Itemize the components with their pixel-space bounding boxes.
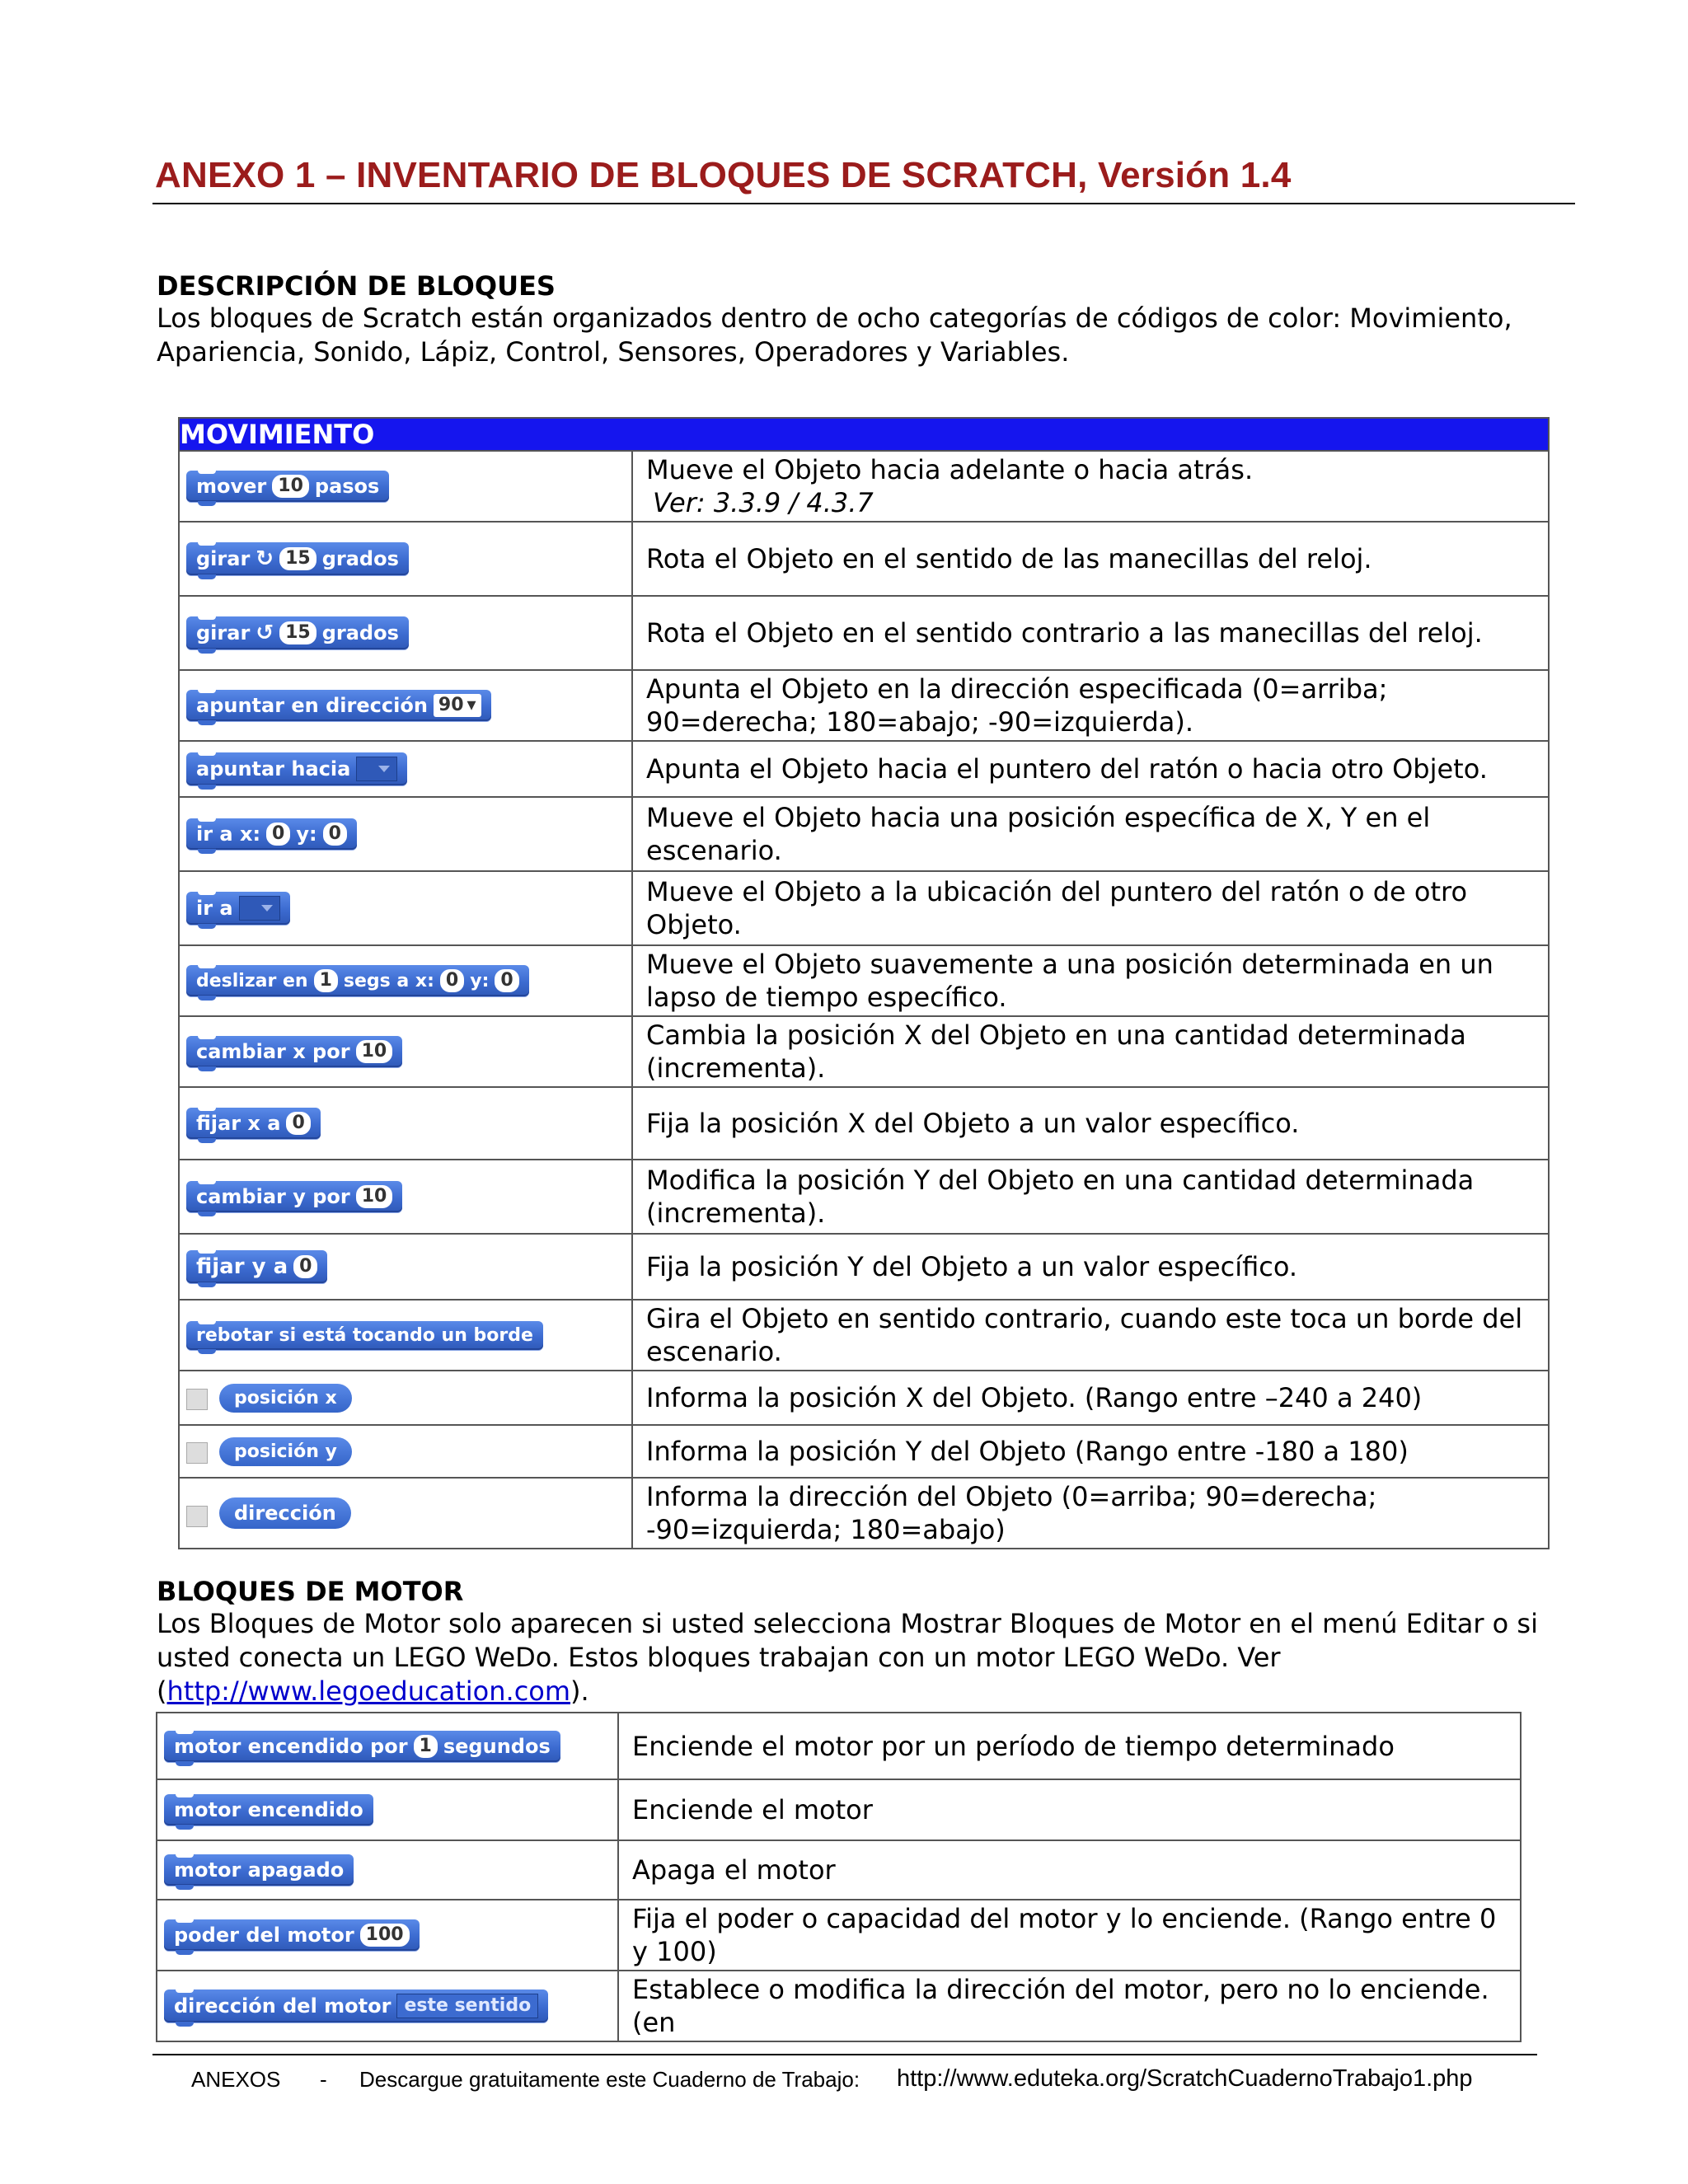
block-description: Enciende el motor — [618, 1779, 1521, 1840]
reference-text: Ver: 3.3.9 / 4.3.7 — [653, 487, 874, 518]
table-row — [157, 1971, 1521, 2041]
block-description: Informa la posición X del Objeto. (Rango entre –240 a 240) — [632, 1371, 1549, 1425]
movimiento-table — [178, 417, 1550, 1549]
block-description: Mueve el Objeto hacia adelante o hacia atrás. — [646, 454, 1254, 485]
motor-text: Los Bloques de Motor solo aparecen si usted selecciona Mostrar Bloques de Motor en el menú Editar o si usted conecta un LEGO WeDo. Estos bloques trabajan con un motor LEGO WeDo. Ver (http://www.legoeducation.com). — [157, 1608, 1538, 1707]
lego-link[interactable]: http://www.legoeducation.com — [166, 1675, 571, 1707]
scratch-block-deslizar: deslizar en 1 segs a x: 0 y: 0 — [186, 965, 529, 996]
block-description: Fija el poder o capacidad del motor y lo enciende. (Rango entre 0 y 100) — [618, 1900, 1521, 1971]
table-row — [157, 1900, 1521, 1971]
scratch-block-girar-ccw: girar ↺ 15 grados — [186, 616, 409, 649]
scratch-block-apuntar-direccion: apuntar en dirección 90 ▾ — [186, 690, 491, 721]
scratch-block-motor-encendido: motor encendido — [164, 1794, 373, 1825]
block-description: Gira el Objeto en sentido contrario, cuando este toca un borde del escenario. — [632, 1300, 1549, 1371]
scratch-block-rebotar: rebotar si está tocando un borde — [186, 1321, 543, 1350]
table-row — [179, 451, 1549, 522]
reporter-posicion-x: posición x — [219, 1384, 352, 1413]
scratch-block-girar-cw: girar ↻ 15 grados — [186, 542, 409, 575]
table-row — [179, 1300, 1549, 1371]
block-description: Rota el Objeto en el sentido de las manecillas del reloj. — [632, 522, 1549, 596]
checkbox[interactable] — [186, 1442, 208, 1464]
scratch-block-direccion-motor: dirección del motor este sentido — [164, 1990, 548, 2022]
dropdown-arrow-icon — [356, 757, 397, 781]
intro-heading: DESCRIPCIÓN DE BLOQUES — [157, 270, 556, 302]
table-row — [157, 1779, 1521, 1840]
block-description: Mueve el Objeto hacia una posición específica de X, Y en el escenario. — [632, 797, 1549, 871]
title-divider — [152, 203, 1575, 204]
table-row — [179, 1234, 1549, 1300]
table-row — [179, 797, 1549, 871]
block-description: Apaga el motor — [618, 1840, 1521, 1900]
block-description: Modifica la posición Y del Objeto en una cantidad determinada (incrementa). — [632, 1160, 1549, 1234]
scratch-block-ir-a-xy: ir a x: 0 y: 0 — [186, 818, 357, 850]
block-description: Apunta el Objeto en la dirección especificada (0=arriba; 90=derecha; 180=abajo; -90=izquierda). — [632, 670, 1549, 741]
footer-left: ANEXOS — [191, 2067, 281, 2092]
scratch-block-motor-encendido-por: motor encendido por 1 segundos — [164, 1731, 560, 1762]
table-row — [179, 596, 1549, 670]
table-row — [179, 1087, 1549, 1160]
rotate-counterclockwise-icon: ↺ — [256, 621, 274, 645]
table-row — [157, 1713, 1521, 1779]
dropdown-arrow-icon: ▾ — [467, 695, 476, 715]
table-row — [179, 522, 1549, 596]
table-row — [179, 1016, 1549, 1087]
movimiento-header: MOVIMIENTO — [179, 418, 1549, 451]
table-row — [179, 1425, 1549, 1478]
scratch-block-poder-motor: poder del motor 100 — [164, 1919, 420, 1951]
page-title: ANEXO 1 – INVENTARIO DE BLOQUES DE SCRATCH, Versión 1.4 — [155, 155, 1292, 195]
table-row — [179, 1478, 1549, 1549]
motor-heading: BLOQUES DE MOTOR — [157, 1576, 464, 1607]
dropdown-arrow-icon — [239, 896, 280, 921]
block-description: Mueve el Objeto a la ubicación del puntero del ratón o de otro Objeto. — [632, 871, 1549, 945]
block-description: Establece o modifica la dirección del motor, pero no lo enciende. (en — [618, 1971, 1521, 2041]
scratch-block-cambiar-y: cambiar y por 10 — [186, 1181, 402, 1212]
footer-divider — [152, 2054, 1537, 2055]
table-row — [157, 1840, 1521, 1900]
footer-url[interactable]: http://www.eduteka.org/ScratchCuadernoTrabajo1.php — [897, 2065, 1473, 2092]
block-description: Rota el Objeto en el sentido contrario a las manecillas del reloj. — [632, 596, 1549, 670]
block-description: Enciende el motor por un período de tiempo determinado — [618, 1713, 1521, 1779]
table-row — [179, 741, 1549, 797]
scratch-block-ir-a: ir a — [186, 892, 290, 925]
reporter-posicion-y: posición y — [219, 1437, 352, 1466]
intro-text: Los bloques de Scratch están organizados dentro de ocho categorías de códigos de color: Movimiento, Apariencia, Sonido, Lápiz, Control, Sensores, Operadores y Variables. — [157, 302, 1512, 368]
scratch-block-cambiar-x: cambiar x por 10 — [186, 1036, 402, 1067]
table-row — [179, 1160, 1549, 1234]
block-description: Apunta el Objeto hacia el puntero del ratón o hacia otro Objeto. — [632, 741, 1549, 797]
table-row — [179, 871, 1549, 945]
checkbox[interactable] — [186, 1506, 208, 1527]
block-description: Mueve el Objeto suavemente a una posición determinada en un lapso de tiempo específico. — [632, 945, 1549, 1016]
motor-table — [156, 1712, 1522, 2042]
scratch-block-mover: mover 10 pasos — [186, 471, 389, 502]
rotate-clockwise-icon: ↻ — [256, 546, 274, 571]
scratch-block-motor-apagado: motor apagado — [164, 1854, 354, 1886]
table-row — [179, 945, 1549, 1016]
reporter-direccion: dirección — [219, 1497, 351, 1529]
footer-middle: Descargue gratuitamente este Cuaderno de Trabajo: — [359, 2067, 860, 2092]
block-description: Fija la posición X del Objeto a un valor específico. — [632, 1087, 1549, 1160]
footer-sep: - — [320, 2067, 327, 2092]
block-description: Informa la dirección del Objeto (0=arriba; 90=derecha; -90=izquierda; 180=abajo) — [632, 1478, 1549, 1549]
block-description: Informa la posición Y del Objeto (Rango entre -180 a 180) — [632, 1425, 1549, 1478]
table-row — [179, 1371, 1549, 1425]
scratch-block-fijar-x: fijar x a 0 — [186, 1108, 321, 1139]
table-row — [179, 670, 1549, 741]
block-description: Fija la posición Y del Objeto a un valor específico. — [632, 1234, 1549, 1300]
checkbox[interactable] — [186, 1389, 208, 1410]
block-description: Cambia la posición X del Objeto en una cantidad determinada (incrementa). — [632, 1016, 1549, 1087]
scratch-block-fijar-y: fijar y a 0 — [186, 1250, 327, 1283]
direction-dropdown: este sentido — [396, 1994, 538, 2018]
scratch-block-apuntar-hacia: apuntar hacia — [186, 752, 407, 785]
